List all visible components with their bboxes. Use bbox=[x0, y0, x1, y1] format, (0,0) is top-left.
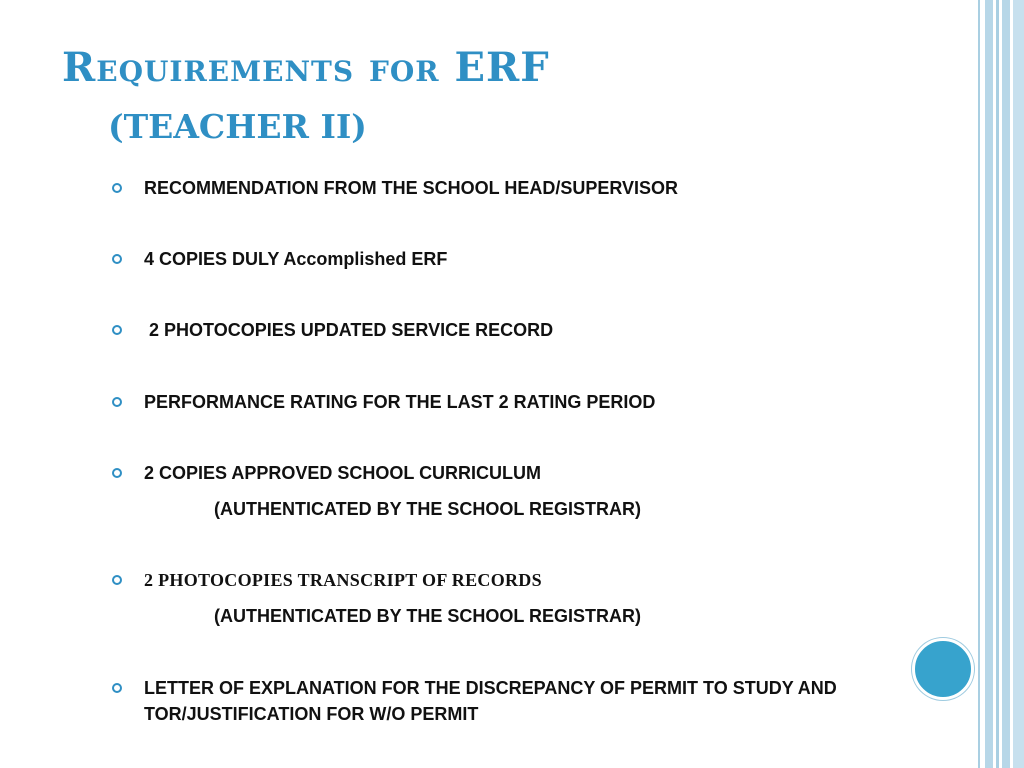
list-item bbox=[112, 317, 912, 343]
title-line-2: (TEACHER II) bbox=[108, 107, 367, 146]
list-item-subtext: (AUTHENTICATED BY THE SCHOOL REGISTRAR) bbox=[214, 606, 642, 626]
list-item bbox=[112, 246, 912, 272]
decorative-stripe bbox=[1013, 0, 1024, 768]
bullet-circle-icon bbox=[112, 397, 122, 407]
bullet-circle-icon bbox=[112, 325, 122, 335]
slide-title bbox=[62, 44, 550, 146]
list-item bbox=[112, 675, 912, 727]
list-item-text: PERFORMANCE RATING FOR THE LAST 2 RATING PERIOD bbox=[144, 392, 656, 412]
title-line-1: Requirements for ERF bbox=[62, 44, 550, 91]
decorative-circle bbox=[912, 638, 974, 700]
bullet-circle-icon bbox=[112, 183, 122, 193]
bullet-circle-icon bbox=[112, 468, 122, 478]
list-item bbox=[112, 460, 912, 522]
list-item-subtext: (AUTHENTICATED BY THE SCHOOL REGISTRAR) bbox=[214, 499, 642, 519]
list-item bbox=[112, 567, 912, 629]
decorative-stripe bbox=[978, 0, 980, 768]
decorative-stripe bbox=[996, 0, 999, 768]
list-item bbox=[112, 389, 912, 415]
decorative-stripe bbox=[985, 0, 993, 768]
decorative-stripe bbox=[1002, 0, 1010, 768]
bullet-circle-icon bbox=[112, 254, 122, 264]
list-item-text: RECOMMENDATION FROM THE SCHOOL HEAD/SUPERVISOR bbox=[144, 178, 679, 198]
list-item-text: 2 COPIES APPROVED SCHOOL CURRICULUM bbox=[144, 463, 542, 483]
bullet-circle-icon bbox=[112, 683, 122, 693]
list-item-text: 2 PHOTOCOPIES TRANSCRIPT OF RECORDS bbox=[144, 570, 542, 590]
list-item bbox=[112, 175, 912, 201]
list-item-text: LETTER OF EXPLANATION FOR THE DISCREPANCY OF PERMIT TO STUDY AND TOR/JUSTIFICATION FOR W/O PERMIT bbox=[144, 678, 837, 724]
list-item-text: 2 PHOTOCOPIES UPDATED SERVICE RECORD bbox=[144, 320, 554, 340]
bullet-circle-icon bbox=[112, 575, 122, 585]
list-item-text: 4 COPIES DULY Accomplished ERF bbox=[144, 249, 448, 269]
